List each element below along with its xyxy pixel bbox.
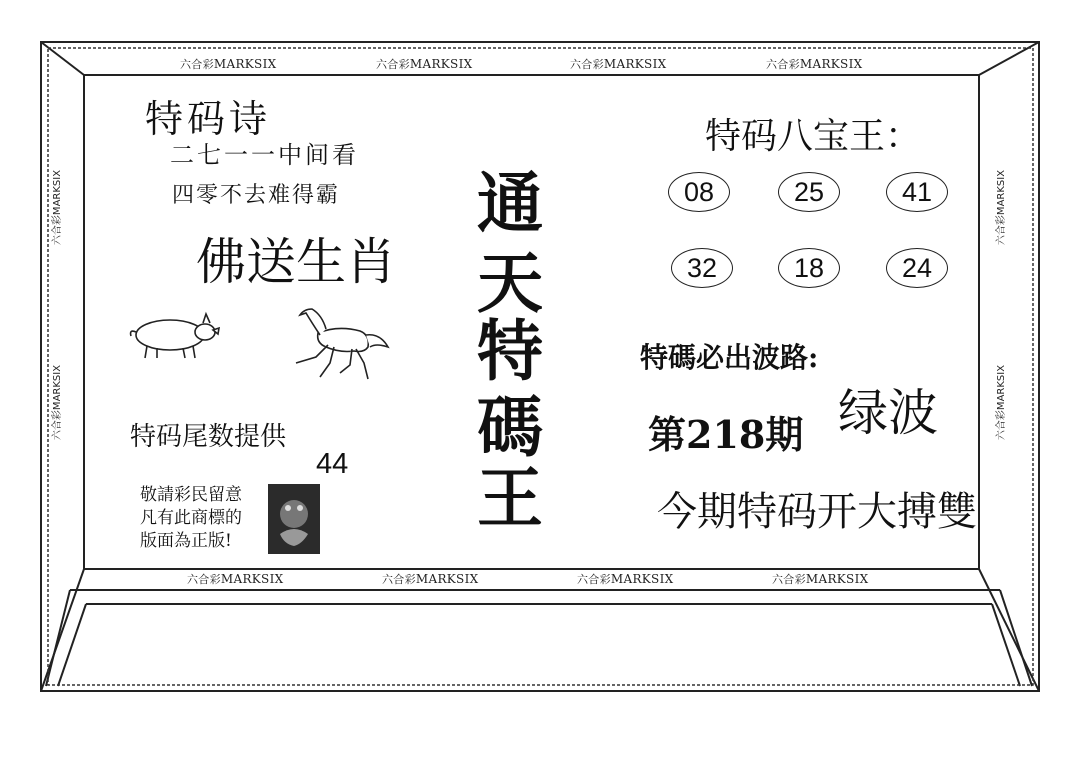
watermark-bottom-1: 六合彩MARKSIX (187, 572, 284, 586)
center-char-5: 王 (477, 459, 543, 537)
watermark-bottom-4: 六合彩MARKSIX (772, 572, 869, 586)
watermark-bottom-2: 六合彩MARKSIX (382, 572, 479, 586)
watermark-left-2: 六合彩MARKSIX (52, 364, 64, 441)
tail-label: 特码尾数提供 (130, 422, 287, 452)
pig-icon (125, 310, 220, 362)
center-char-2: 天 (477, 244, 543, 322)
notice-line-3: 版面為正版! (140, 531, 232, 551)
horse-icon (290, 305, 390, 383)
watermark-right-1: 六合彩MARKSIX (996, 169, 1008, 246)
notice (140, 484, 242, 553)
watermark-top-2: 六合彩MARKSIX (376, 57, 473, 71)
number-ball: 08 (668, 172, 730, 212)
watermark-top-4: 六合彩MARKSIX (766, 57, 863, 71)
eight-treasures-label: 特码八宝王： (705, 116, 922, 157)
number-ball: 25 (778, 172, 840, 212)
watermark-right-2: 六合彩MARKSIX (996, 364, 1008, 441)
center-char-1: 通 (477, 164, 543, 242)
poem-title: 特码诗 (145, 97, 272, 141)
watermark-top-3: 六合彩MARKSIX (570, 57, 667, 71)
poem-line-2: 四零不去难得霸 (172, 183, 341, 208)
poem-line-1: 二七一一中间看 (170, 141, 359, 169)
center-char-4: 碼 (477, 388, 543, 466)
notice-line-2: 凡有此商標的 (140, 508, 242, 528)
zodiac-label: 佛送生肖 (196, 233, 396, 291)
wave-label: 特碼必出波路: (640, 341, 819, 374)
wave-value: 绿波 (838, 384, 938, 442)
number-ball: 18 (778, 248, 840, 288)
trademark-logo (268, 484, 320, 554)
number-ball: 24 (886, 248, 948, 288)
watermark-left-1: 六合彩MARKSIX (52, 169, 64, 246)
slogan: 今期特码开大搏雙 (657, 489, 977, 535)
number-ball: 41 (886, 172, 948, 212)
issue-number: 第218期 (648, 412, 804, 457)
center-char-3: 特 (477, 312, 543, 390)
tail-value: 44 (316, 448, 349, 480)
notice-line-1: 敬請彩民留意 (140, 485, 242, 505)
watermark-bottom-3: 六合彩MARKSIX (577, 572, 674, 586)
number-ball: 32 (671, 248, 733, 288)
watermark-top-1: 六合彩MARKSIX (180, 57, 277, 71)
